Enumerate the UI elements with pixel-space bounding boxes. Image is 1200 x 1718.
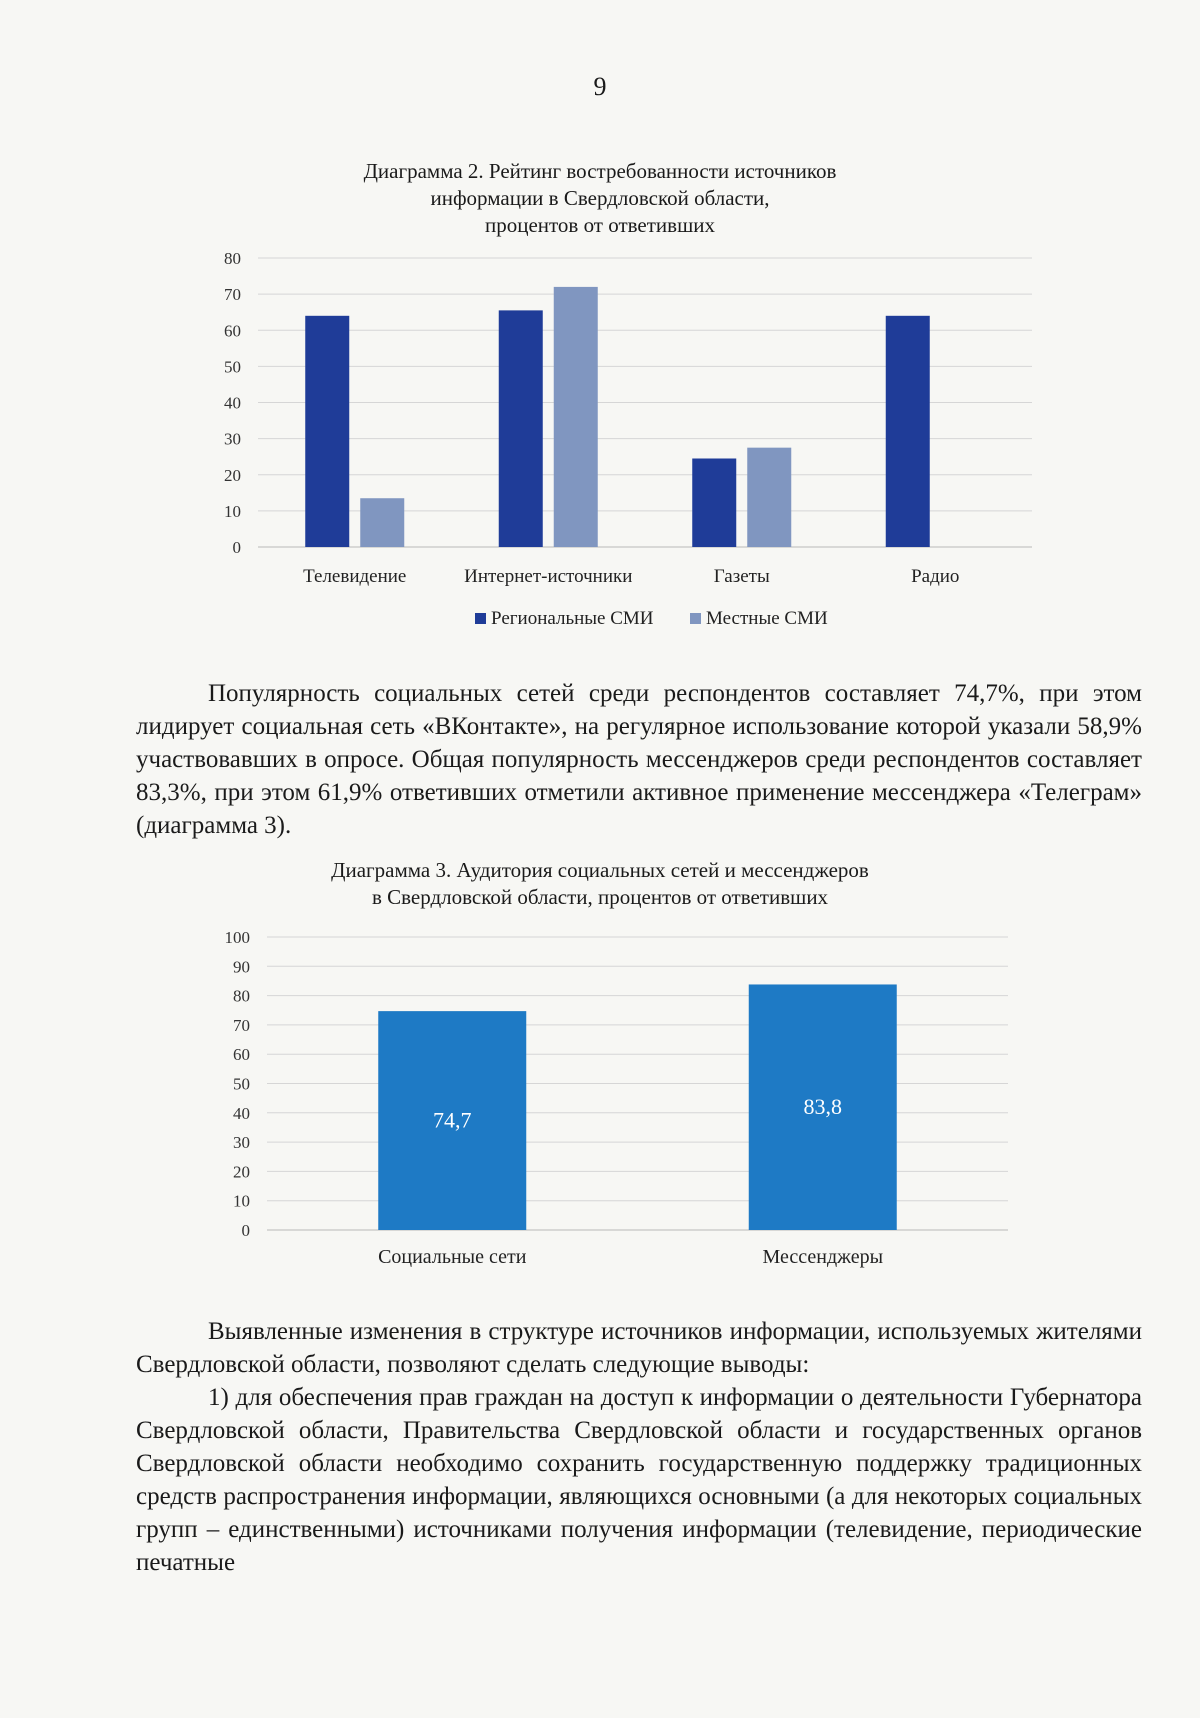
chart2-title-line-1: Диаграмма 2. Рейтинг востребованности источников xyxy=(363,159,837,183)
bar-regional xyxy=(886,316,930,547)
legend-label: Региональные СМИ xyxy=(491,608,654,629)
page-number: 9 xyxy=(593,72,607,101)
bar-regional xyxy=(692,458,736,547)
x-tick-label: Газеты xyxy=(713,566,770,587)
y-tick-label: 80 xyxy=(224,249,241,268)
y-tick-label: 70 xyxy=(233,1015,250,1035)
y-tick-label: 40 xyxy=(233,1103,250,1123)
y-tick-label: 60 xyxy=(233,1045,250,1065)
x-tick-label: Мессенджеры xyxy=(762,1246,884,1268)
y-tick-label: 40 xyxy=(224,393,241,413)
data-label: 74,7 xyxy=(433,1107,472,1133)
chart2-bar-chart xyxy=(0,240,1200,640)
legend-swatch xyxy=(475,613,486,624)
data-label: 83,8 xyxy=(803,1094,842,1120)
y-tick-label: 60 xyxy=(224,321,241,341)
x-tick-label: Интернет-источники xyxy=(464,566,633,587)
bar-regional xyxy=(499,310,543,547)
x-tick-label: Телевидение xyxy=(303,566,407,587)
y-tick-label: 70 xyxy=(224,285,241,305)
y-tick-label: 20 xyxy=(233,1162,250,1182)
bar-local xyxy=(360,498,404,547)
legend-swatch xyxy=(690,613,701,624)
bar-regional xyxy=(305,316,349,547)
y-tick-label: 80 xyxy=(233,986,250,1006)
chart3-title-line-2: в Свердловской области, процентов от ответивших xyxy=(371,885,829,909)
y-tick-label: 10 xyxy=(233,1191,250,1211)
bar-local xyxy=(554,287,598,547)
chart2-title-line-3: процентов от ответивших xyxy=(484,213,715,237)
legend-label: Местные СМИ xyxy=(706,608,828,629)
y-tick-label: 100 xyxy=(224,928,250,947)
y-tick-label: 0 xyxy=(241,1221,250,1240)
y-tick-label: 30 xyxy=(224,429,241,449)
y-tick-label: 50 xyxy=(233,1074,250,1094)
paragraph-conclusion-1: 1) для обеспечения прав граждан на доступ к информации о деятельности Губернатора Свердловской области, Правительства Свердловской области и государственных органов Свердловской области необходимо сохранить государственную поддержку традиционных средств распространения информации, являющихся основными (а для некоторых социальных групп – единственными) источниками получения информации (телевидение, периодические печатные xyxy=(136,1384,1142,1576)
x-tick-label: Радио xyxy=(911,566,960,587)
chart3-title-line-1: Диаграмма 3. Аудитория социальных сетей и мессенджеров xyxy=(331,858,869,882)
y-tick-label: 90 xyxy=(233,957,250,977)
y-tick-label: 50 xyxy=(224,357,241,377)
chart2-title-line-2: информации в Свердловской области, xyxy=(430,186,770,210)
y-tick-label: 10 xyxy=(224,501,241,521)
x-tick-label: Социальные сети xyxy=(378,1246,527,1268)
paragraph-conclusions-intro: Выявленные изменения в структуре источников информации, используемых жителями Свердловской области, позволяют сделать следующие выводы: xyxy=(136,1318,1142,1378)
y-tick-label: 30 xyxy=(233,1133,250,1153)
bar-local xyxy=(747,448,791,547)
paragraph-social-networks: Популярность социальных сетей среди респондентов составляет 74,7%, при этом лидирует социальная сеть «ВКонтакте», на регулярное использование которой указали 58,9% участвовавших в опросе. Общая популярность мессенджеров среди респондентов составляет 83,3%, при этом 61,9% ответивших отметили активное применение мессенджера «Телеграм» (диаграмма 3). xyxy=(136,680,1142,839)
chart3-title xyxy=(0,857,1200,911)
y-tick-label: 0 xyxy=(232,538,241,557)
y-tick-label: 20 xyxy=(224,465,241,485)
chart3-bar-chart xyxy=(0,920,1200,1280)
chart2-title xyxy=(0,158,1200,239)
